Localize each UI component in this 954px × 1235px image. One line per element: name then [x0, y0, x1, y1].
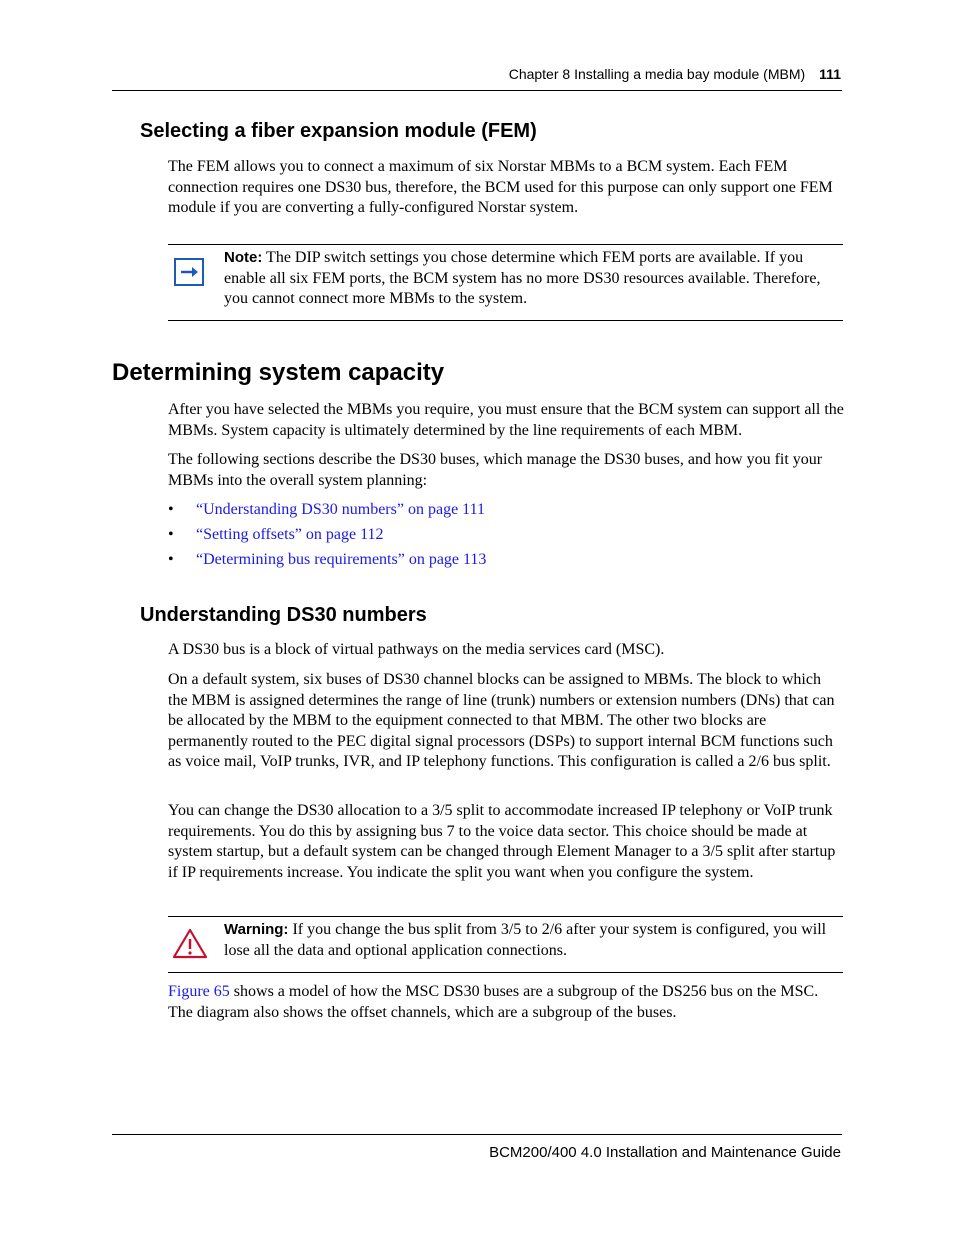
- list-item: [168, 524, 486, 549]
- ds30-paragraph-2: On a default system, six buses of DS30 channel blocks can be assigned to MBMs. The block to which the MBM is assigned determines the range of line (trunk) numbers or extension numbers (DNs) that can be allocated by the MBM to the equipment connected to that MBM. The other two blocks are permanently routed to the PEC digital signal processors (DSPs) to support internal BCM functions such as voice mail, VoIP trunks, IVR, and IP telephony functions. This configuration is called a 2/6 bus split.: [168, 671, 835, 770]
- page-number: 111: [819, 66, 841, 82]
- section-link-list: [168, 499, 486, 574]
- warning-body: If you change the bus split from 3/5 to 2/6 after your system is configured, you will lose all the data and optional application connections.: [224, 921, 827, 959]
- list-item: [168, 549, 486, 574]
- capacity-paragraph-1: After you have selected the MBMs you require, you must ensure that the BCM system can support all the MBMs. System capacity is ultimately determined by the line requirements of each MBM.: [168, 401, 844, 439]
- running-header: [509, 66, 841, 82]
- figure-65-link[interactable]: Figure 65: [168, 983, 230, 1000]
- footer-guide-title: BCM200/400 4.0 Installation and Maintenance Guide: [489, 1144, 841, 1161]
- footer-rule: [112, 1134, 842, 1135]
- header-rule: [112, 90, 842, 91]
- note-callout: [168, 244, 843, 321]
- arrow-right-icon: [174, 258, 204, 286]
- heading-capacity: Determining system capacity: [112, 359, 445, 386]
- ds30-paragraph-4: [168, 982, 844, 1023]
- list-item: [168, 499, 486, 524]
- ds30-paragraph-3: You can change the DS30 allocation to a 3/5 split to accommodate increased IP telephony or VoIP trunk requirements. You do this by assigning bus 7 to the voice data sector. This choice should be made at system startup, but a default system can be changed through Element Manager to a 3/5 split after startup if IP requirements increase. You indicate the split you want when you configure the system.: [168, 802, 836, 881]
- note-label: Note:: [224, 249, 263, 266]
- warning-triangle-icon: [172, 927, 208, 959]
- bullet: •: [168, 526, 174, 543]
- chapter-title: Chapter 8 Installing a media bay module (MBM): [508, 66, 806, 82]
- bullet: •: [168, 501, 174, 518]
- link-understanding-ds30[interactable]: “Understanding DS30 numbers” on page 111: [196, 501, 485, 518]
- note-body: The DIP switch settings you chose determine which FEM ports are available. If you enable all six FEM ports, the BCM system has no more DS30 resources available. Therefore, you cannot connect more MBMs to the system.: [224, 249, 821, 307]
- capacity-paragraph-2: The following sections describe the DS30 buses, which manage the DS30 buses, and how you fit your MBMs into the overall system planning:: [168, 451, 823, 489]
- warning-text: [224, 920, 843, 961]
- fem-paragraph: The FEM allows you to connect a maximum of six Norstar MBMs to a BCM system. Each FEM connection requires one DS30 bus, therefore, the BCM used for this purpose can only support one FEM module if you are converting a fully-configured Norstar system.: [168, 158, 833, 216]
- link-setting-offsets[interactable]: “Setting offsets” on page 112: [196, 526, 384, 543]
- note-text: [224, 248, 843, 310]
- warning-label: Warning:: [224, 921, 289, 938]
- heading-fem: Selecting a fiber expansion module (FEM): [140, 120, 537, 142]
- heading-ds30: Understanding DS30 numbers: [140, 604, 427, 626]
- warning-callout: [168, 916, 843, 973]
- ds30-paragraph-1: A DS30 bus is a block of virtual pathways on the media services card (MSC).: [168, 641, 665, 658]
- link-bus-requirements[interactable]: “Determining bus requirements” on page 113: [196, 551, 487, 568]
- ds30-paragraph-4-text: shows a model of how the MSC DS30 buses are a subgroup of the DS256 bus on the MSC. The diagram also shows the offset channels, which are a subgroup of the buses.: [168, 983, 819, 1021]
- bullet: •: [168, 551, 174, 568]
